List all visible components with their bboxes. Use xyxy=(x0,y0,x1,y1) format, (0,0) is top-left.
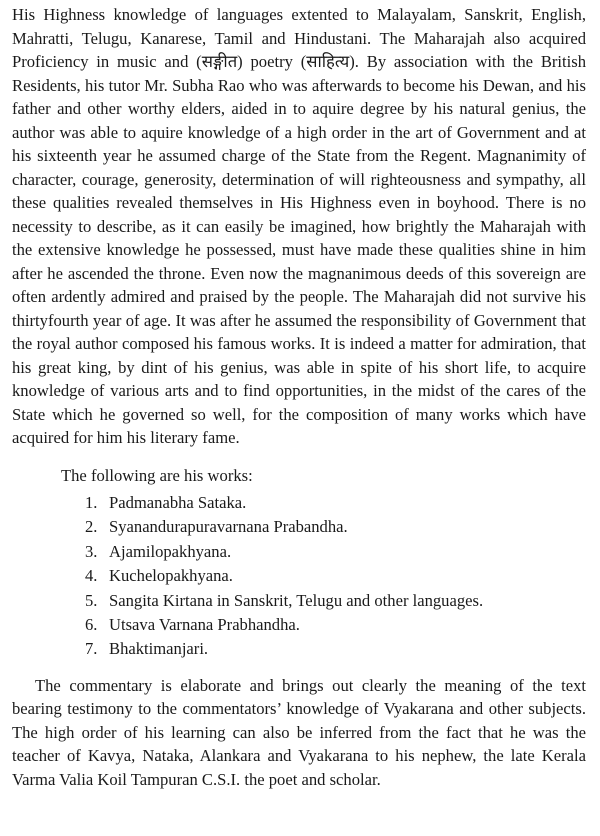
list-item xyxy=(85,515,586,539)
list-item-number: 6. xyxy=(85,615,98,635)
list-item xyxy=(85,589,586,613)
list-item-title: Utsava Varnana Prabhandha. xyxy=(109,615,300,635)
list-item-number: 4. xyxy=(85,566,98,586)
list-item-title: Sangita Kirtana in Sanskrit, Telugu and other languages. xyxy=(109,590,484,610)
list-item-number: 5. xyxy=(85,590,98,610)
list-item-title: Padmanabha Sataka. xyxy=(109,493,247,512)
closing-paragraph: The commentary is elaborate and brings out clearly the meaning of the text bearing testimony to the commentators’ knowledge of Vyakarana and other subjects. The high order of his learning can also be inferred from the fact that he was the teacher of Kavya, Nataka, Alankara and Vyakarana to his nephew, the late Kerala Varma Valia Koil Tampuran C.S.I. the poet and scholar. xyxy=(12,675,586,789)
list-item-title: Kuchelopakhyana. xyxy=(109,566,233,586)
list-item-number: 3. xyxy=(85,541,98,561)
list-item xyxy=(85,637,586,661)
list-item xyxy=(85,564,586,588)
list-item-number: 2. xyxy=(85,517,98,537)
list-item-title: Ajamilopakhyana. xyxy=(109,541,232,561)
list-item-title: Bhaktimanjari. xyxy=(109,639,209,659)
list-item-number: 7. xyxy=(85,639,98,659)
list-item-number: 1. xyxy=(85,493,98,512)
body-paragraph: His Highness knowledge of languages extented to Malayalam, Sanskrit, English, Mahratti, Telugu, Kanarese, Tamil and Hindustani. The Maharajah also acquired Proficiency in music and (सङ्गीत) poetry (साहित्य). By association with the British Residents, his tutor Mr. Subha Rao who was afterwards to become his Dewan, and his father and other worthy elders, aided in to aquire degree by his natural genius, the author was able to aquire knowledge of a high order in the art of Government and at his sixteenth year he assumed charge of the State from the Regent. Magnanimity of character, courage, generosity, determination of will righteousness and sympathy, all these qualities revealed themselves in His Highness even in boyhood. There is no necessity to describe, as it can easily be imagined, how brightly the Maharajah with the extensive knowledge he possessed, must have made these qualities shine in him after he ascended the throne. Even now the magnanimous deeds of this sovereign are often ardently admired and praised by the people. The Maharajah did not survive his thirtyfourth year of age. It was after he assumed the responsibility of Government that the royal author composed his famous works. It is indeed a matter for admiration, that his great king, by dint of his genius, was able in spite of his short life, to acquire knowledge of various arts and to find opportunities, in the midst of the cares of the State which he governed so well, for the composition of many works which have acquired for him his literary fame. xyxy=(12,5,586,447)
list-item-title: Syanandurapuravarnana Prabandha. xyxy=(109,517,348,537)
list-item xyxy=(85,613,586,637)
list-item xyxy=(85,491,586,515)
works-list xyxy=(12,491,586,662)
works-intro: The following are his works: xyxy=(61,465,253,485)
list-item xyxy=(85,540,586,564)
